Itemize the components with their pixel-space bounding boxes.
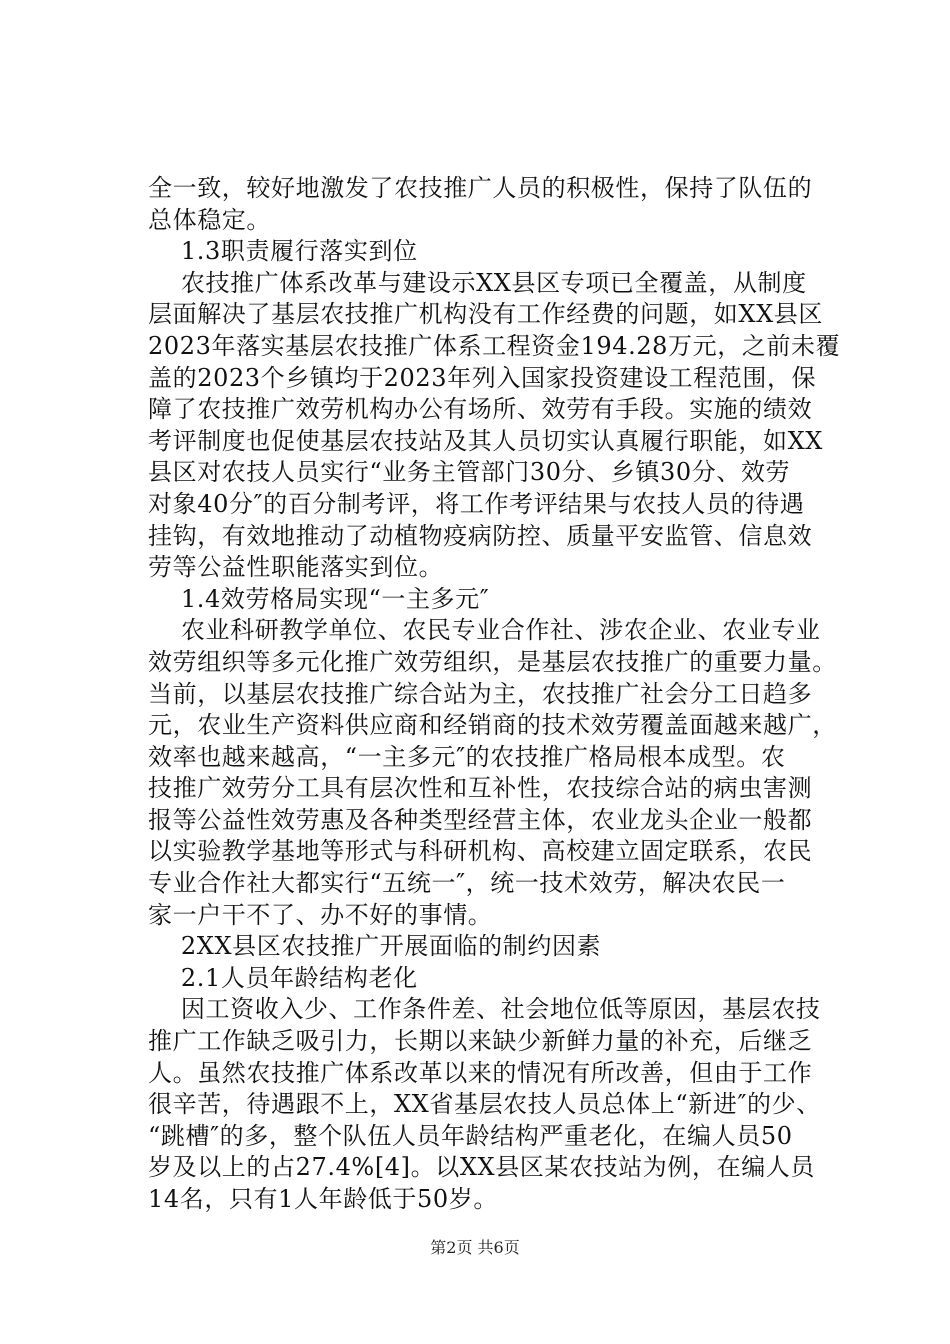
text-line: 挂钩，有效地推动了动植物疫病防控、质量平安监管、信息效 xyxy=(148,521,813,550)
text-line: 层面解决了基层农技推广机构没有工作经费的问题，如XX县区 xyxy=(148,300,823,329)
text-line: 当前，以基层农技推广综合站为主，农技推广社会分工日趋多 xyxy=(148,679,813,708)
text-line: 元，农业生产资料供应商和经销商的技术效劳覆盖面越来越广， xyxy=(148,711,837,740)
text-line: 盖的2023个乡镇均于2023年列入国家投资建设工程范围，保 xyxy=(148,363,817,392)
section-heading: 2XX县区农技推广开展面临的制约因素 xyxy=(148,932,602,961)
text-line: 县区对农技人员实行“业务主管部门30分、乡镇30分、效劳 xyxy=(148,458,791,487)
text-line: 对象40分″的百分制考评，将工作考评结果与农技人员的待遇 xyxy=(148,489,805,518)
text-line: 专业合作社大都实行“五统一″，统一技术效劳，解决农民一 xyxy=(148,869,786,898)
text-line: 报等公益性效劳惠及各种类型经营主体，农业龙头企业一般都 xyxy=(148,805,813,834)
text-line: 14名，只有1人年龄低于50岁。 xyxy=(148,1185,498,1213)
section-heading: 1.4效劳格局实现“一主多元″ xyxy=(148,584,490,613)
text-line: 效率也越来越高，“一主多元″的农技推广格局根本成型。农 xyxy=(148,742,786,771)
text-line: 全一致，较好地激发了农技推广人员的积极性，保持了队伍的 xyxy=(148,174,813,202)
document-body xyxy=(148,173,841,1216)
page-number-footer: 第2页 共6页 xyxy=(430,1238,520,1257)
text-line: 总体稳定。 xyxy=(148,205,271,234)
text-line: 人。虽然农技推广体系改革以来的情况有所改善，但由于工作 xyxy=(148,1058,813,1087)
text-line: 效劳组织等多元化推广效劳组织，是基层农技推广的重要力量。 xyxy=(148,647,837,676)
text-line: 劳等公益性职能落实到位。 xyxy=(148,553,444,582)
text-line: 以实验教学基地等形式与科研机构、高校建立固定联系，农民 xyxy=(148,837,813,866)
section-heading: 1.3职责履行落实到位 xyxy=(148,237,418,266)
text-line: 很辛苦，待遇跟不上，XX省基层农技人员总体上“新进″的少、 xyxy=(148,1090,821,1119)
text-line: 农技推广体系改革与建设示XX县区专项已全覆盖，从制度 xyxy=(148,268,807,297)
text-line: 因工资收入少、工作条件差、社会地位低等原因，基层农技 xyxy=(148,995,821,1024)
text-line: 障了农技推广效劳机构办公有场所、效劳有手段。实施的绩效 xyxy=(148,395,813,424)
text-line: 2023年落实基层农技推广体系工程资金194.28万元，之前未覆 xyxy=(148,331,841,360)
section-heading: 2.1人员年龄结构老化 xyxy=(148,963,418,992)
text-line: 农业科研教学单位、农民专业合作社、涉农企业、农业专业 xyxy=(148,616,821,645)
text-line: “跳槽″的多，整个队伍人员年龄结构严重老化，在编人员50 xyxy=(148,1121,793,1150)
text-line: 推广工作缺乏吸引力，长期以来缺少新鲜力量的补充，后继乏 xyxy=(148,1027,813,1056)
text-line: 家一户干不了、办不好的事情。 xyxy=(148,900,493,929)
text-line: 技推广效劳分工具有层次性和互补性，农技综合站的病虫害测 xyxy=(148,774,813,803)
text-line: 岁及以上的占27.4%[4]。以XX县区某农技站为例，在编人员 xyxy=(148,1153,816,1182)
text-line: 考评制度也促使基层农技站及其人员切实认真履行职能，如XX xyxy=(148,426,823,455)
